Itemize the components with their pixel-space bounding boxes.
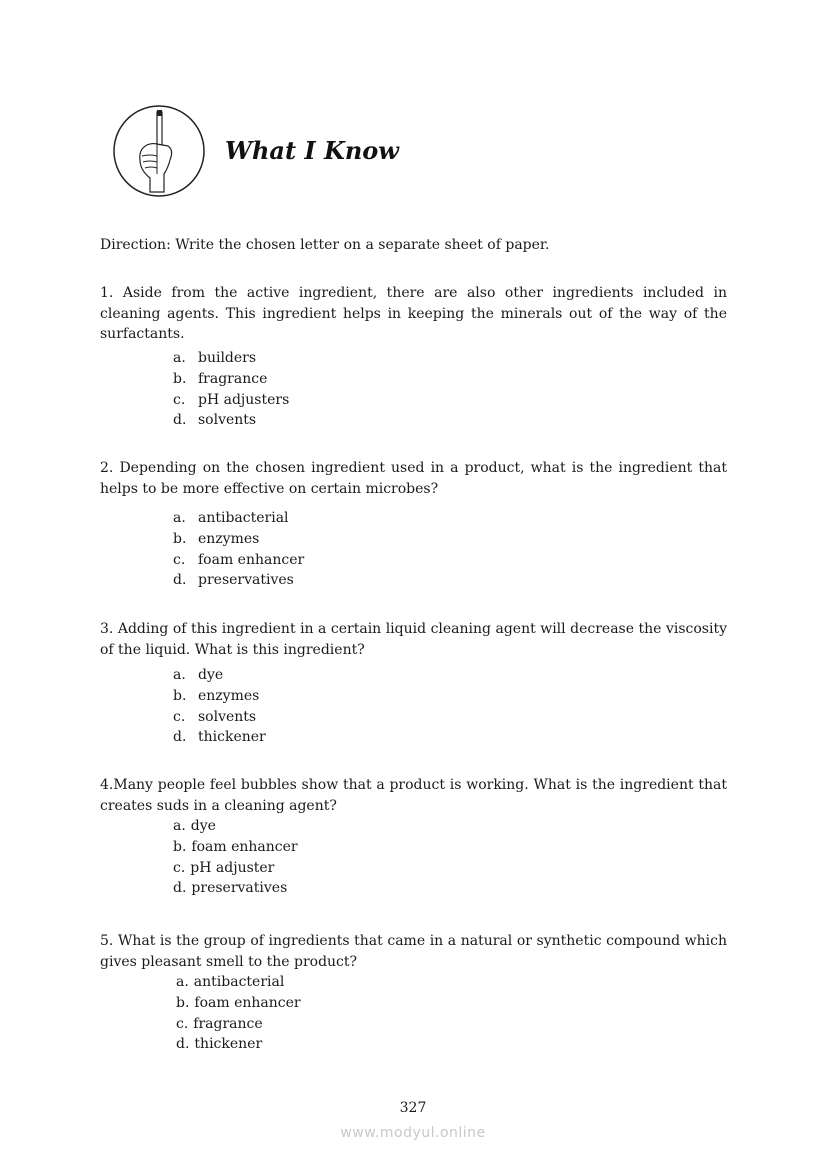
option-text: solvents: [198, 412, 257, 429]
option-text: thickener: [194, 1036, 263, 1053]
question-text: 4.Many people feel bubbles show that a product is working. What is the ingredient that creates suds in a cleaning agent?: [100, 777, 727, 814]
option-text: pH adjuster: [190, 859, 275, 876]
option-item: [173, 878, 298, 899]
option-item: [173, 390, 289, 411]
option-item: [173, 707, 266, 728]
option-item: [173, 837, 298, 858]
option-item: [173, 727, 266, 748]
option-letter: c.: [173, 859, 186, 876]
option-item: [173, 858, 298, 879]
direction-text: Direction: Write the chosen letter on a separate sheet of paper.: [100, 237, 550, 253]
option-text: foam enhancer: [198, 551, 305, 568]
option-text: preservatives: [191, 880, 288, 897]
option-item: [173, 570, 304, 591]
option-text: antibacterial: [198, 510, 289, 526]
question-text: 5. What is the group of ingredients that came in a natural or synthetic compound which gives pleasant smell to the product?: [100, 933, 727, 970]
page-number: 327: [399, 1100, 427, 1116]
option-text: enzymes: [198, 687, 260, 704]
question-text: 1. Aside from the active ingredient, there are also other ingredients included in cleaning agents. This ingredient helps in keeping the minerals out of the way of the surfactants.: [100, 285, 727, 342]
option-letter: a.: [176, 974, 189, 990]
option-text: pH adjusters: [198, 391, 290, 408]
hand-holding-pencil-icon: [112, 104, 206, 198]
option-text: antibacterial: [193, 974, 285, 990]
option-item: [173, 529, 304, 550]
option-item: [173, 550, 304, 571]
option-text: preservatives: [198, 572, 294, 589]
option-text: enzymes: [198, 530, 260, 547]
option-letter: d.: [176, 1036, 190, 1053]
option-letter: c.: [176, 1015, 189, 1032]
option-letter: d.: [173, 572, 187, 589]
option-letter: a.: [173, 667, 186, 683]
option-item: [173, 665, 266, 686]
option-text: thickener: [198, 729, 266, 746]
option-text: foam enhancer: [194, 994, 301, 1011]
option-item: [173, 508, 304, 529]
option-item: [176, 1034, 301, 1055]
option-item: [173, 816, 298, 837]
option-list: [173, 816, 298, 899]
option-list: [173, 348, 289, 431]
question-text: 3. Adding of this ingredient in a certain liquid cleaning agent will decrease the viscosity of the liquid. What is this ingredient?: [100, 621, 727, 658]
option-list: [176, 972, 301, 1055]
option-letter: a.: [173, 350, 186, 366]
option-letter: d.: [173, 412, 187, 429]
option-text: dye: [198, 667, 224, 683]
option-letter: d.: [173, 729, 187, 746]
option-letter: b.: [176, 994, 190, 1011]
section-title: What I Know: [225, 136, 399, 165]
option-text: builders: [198, 350, 257, 366]
option-text: foam enhancer: [191, 838, 298, 855]
option-text: fragrance: [193, 1015, 263, 1032]
option-list: [173, 665, 266, 748]
option-item: [176, 1014, 301, 1035]
option-item: [173, 369, 289, 390]
option-letter: c.: [173, 391, 186, 408]
option-letter: a.: [173, 510, 186, 526]
option-text: solvents: [198, 708, 257, 725]
option-letter: a.: [173, 818, 186, 834]
option-letter: b.: [173, 530, 187, 547]
question-text: 2. Depending on the chosen ingredient used in a product, what is the ingredient that helps to be more effective on certain microbes?: [100, 460, 727, 497]
option-text: dye: [190, 818, 216, 834]
option-letter: b.: [173, 838, 187, 855]
option-item: [173, 348, 289, 369]
option-item: [176, 993, 301, 1014]
option-list: [173, 508, 304, 591]
option-letter: c.: [173, 551, 186, 568]
option-letter: b.: [173, 370, 187, 387]
option-letter: c.: [173, 708, 186, 725]
option-item: [173, 686, 266, 707]
watermark: www.modyul.online: [340, 1125, 486, 1141]
option-item: [176, 972, 301, 993]
option-letter: b.: [173, 687, 187, 704]
option-text: fragrance: [198, 370, 268, 387]
option-item: [173, 410, 289, 431]
option-letter: d.: [173, 880, 187, 897]
